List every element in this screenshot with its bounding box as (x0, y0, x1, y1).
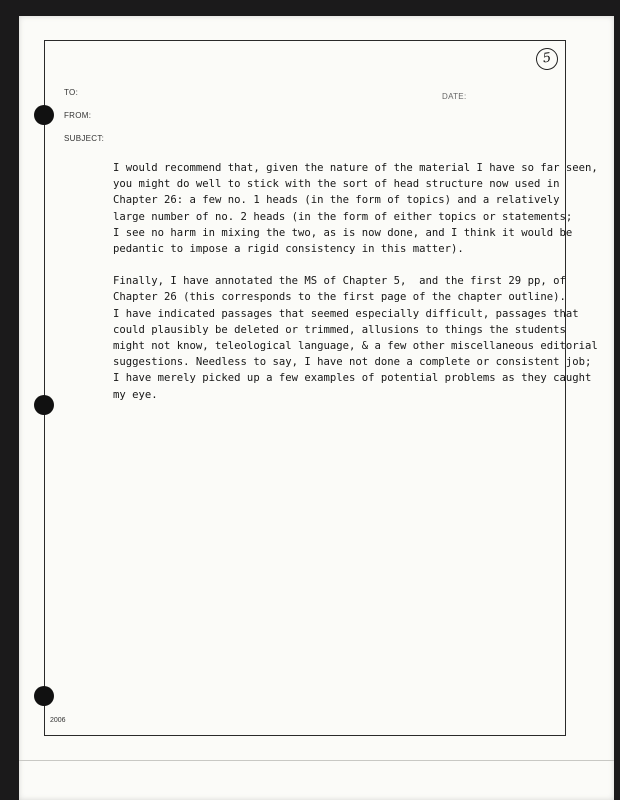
text-line: might not know, teleological language, & a few other miscellaneous editorial (113, 340, 598, 353)
text-line: I would recommend that, given the nature of the material I have so far seen, (113, 162, 598, 174)
paragraph-recommendation (113, 160, 598, 257)
date-label: DATE: (442, 92, 467, 101)
paragraph-annotations (113, 273, 598, 403)
text-line: my eye. (113, 388, 158, 401)
to-label: TO: (64, 88, 79, 97)
page-edge-line (19, 760, 614, 761)
binder-hole-top (34, 105, 54, 125)
text-line: could plausibly be deleted or trimmed, allusions to things the students (113, 323, 566, 336)
text-line: I have merely picked up a few examples of potential problems as they caught (113, 372, 592, 385)
handwritten-page-number: 5 (535, 47, 560, 72)
text-line: I see no harm in mixing the two, as is now done, and I think it would be (113, 226, 573, 239)
text-line: Finally, I have annotated the MS of Chapter 5, and the first 29 pp, of (113, 275, 566, 288)
memo-body (113, 160, 598, 419)
subject-label: SUBJECT: (64, 134, 105, 143)
text-line: pedantic to impose a rigid consistency in this matter). (113, 243, 464, 256)
from-label: FROM: (64, 111, 92, 120)
binder-hole-bottom (34, 686, 54, 706)
text-line: I have indicated passages that seemed especially difficult, passages that (113, 307, 579, 320)
text-line: large number of no. 2 heads (in the form of either topics or statements; (113, 210, 573, 223)
text-line: you might do well to stick with the sort of head structure now used in (113, 178, 560, 191)
document-id: 2006 (50, 717, 66, 724)
binder-hole-middle (34, 395, 54, 415)
text-line: Chapter 26: a few no. 1 heads (in the form of topics) and a relatively (113, 194, 560, 207)
text-line: Chapter 26 (this corresponds to the first page of the chapter outline). (113, 291, 566, 304)
text-line: suggestions. Needless to say, I have not done a complete or consistent job; (113, 356, 592, 369)
